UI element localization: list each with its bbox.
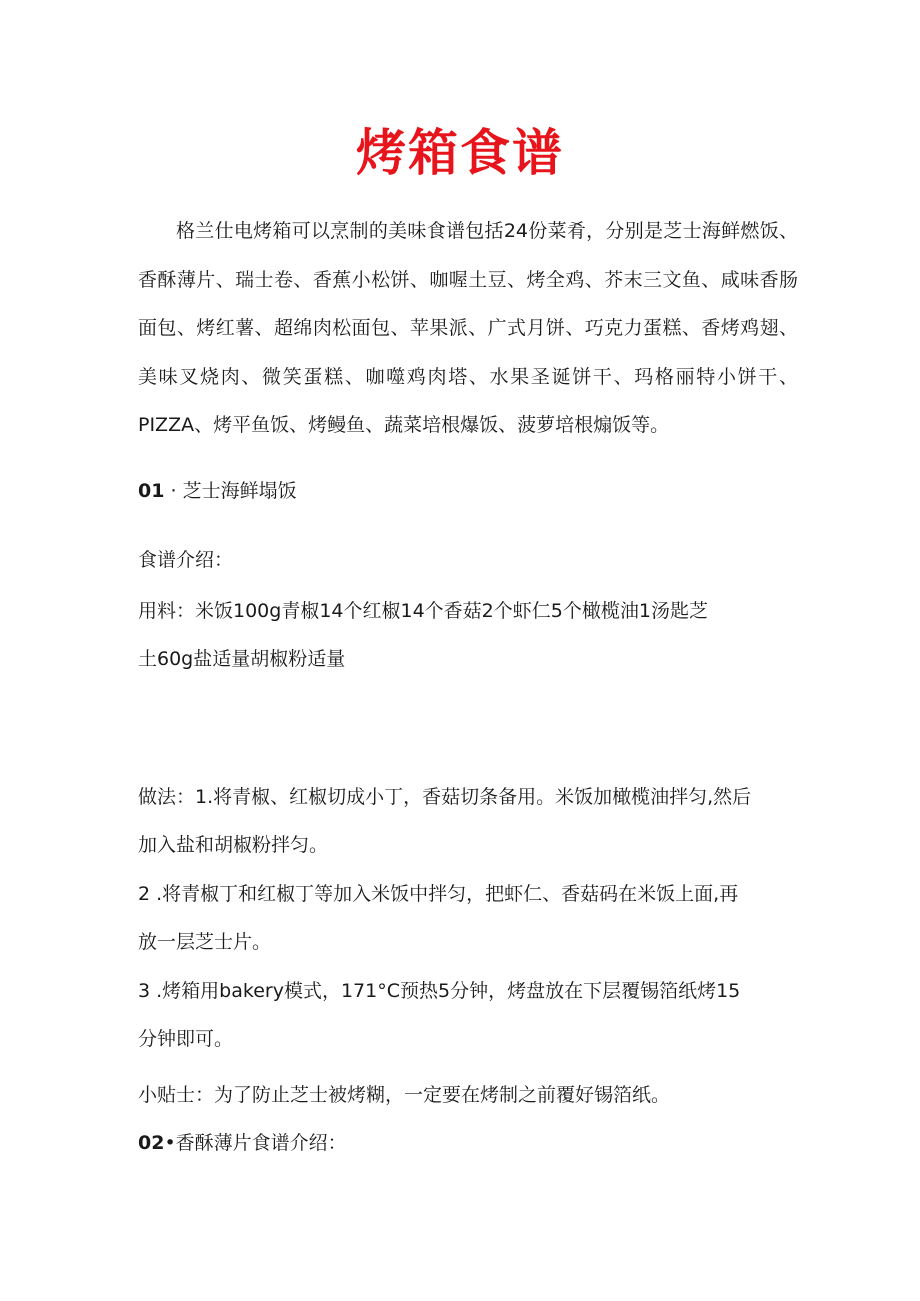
section-1-number: 01 bbox=[138, 480, 165, 502]
section-1-name: 芝士海鲜塌饭 bbox=[182, 480, 297, 502]
tip-line: 小贴士：为了防止芝士被烤糊，一定要在烤制之前覆好锡箔纸。 bbox=[138, 1084, 671, 1106]
recipe-intro-label: 食谱介绍： bbox=[138, 549, 234, 571]
section-1-heading bbox=[138, 467, 798, 516]
method-line-2: 加入盐和胡椒粉拌匀。 bbox=[138, 834, 329, 856]
step-2-line-1: 2 .将青椒丁和红椒丁等加入米饭中拌匀，把虾仁、香菇码在米饭上面,再 bbox=[138, 883, 739, 905]
section-1-separator: · bbox=[164, 480, 183, 502]
ingredients-line-2: 土60g盐适量胡椒粉适量 bbox=[138, 648, 346, 670]
step-2-line-2: 放一层芝士片。 bbox=[138, 931, 272, 953]
method-line-1: 做法：1.将青椒、红椒切成小丁，香菇切条备用。米饭加橄榄油拌匀,然后 bbox=[138, 786, 752, 808]
section-2-separator: • bbox=[164, 1132, 176, 1154]
section-2-heading bbox=[138, 1119, 798, 1168]
step-3-line-1: 3 .烤箱用bakery模式，171°C预热5分钟，烤盘放在下层覆锡箔纸烤15 bbox=[138, 980, 741, 1002]
intro-paragraph: 格兰仕电烤箱可以烹制的美味食谱包括24份菜肴，分别是芝士海鲜燃饭、香酥薄片、瑞士卷、香蕉小松饼、咖喔土豆、烤全鸡、芥末三文鱼、咸味香肠面包、烤红薯、超绵肉松面包、苹果派、广式月饼、巧克力蛋糕、香烤鸡翅、美味叉烧肉、微笑蛋糕、咖噬鸡肉塔、水果圣诞饼干、玛格丽特小饼干、PIZZA、烤平鱼饭、烤鳗鱼、蔬菜培根爆饭、菠萝培根煽饭等。 bbox=[138, 220, 798, 436]
step-3-line-2: 分钟即可。 bbox=[138, 1028, 234, 1050]
section-2-name: 香酥薄片食谱介绍： bbox=[175, 1132, 347, 1154]
page-title: 烤箱食谱 bbox=[356, 124, 564, 182]
ingredients-line-1: 用料：米饭100g青椒14个红椒14个香菇2个虾仁5个橄榄油1汤匙芝 bbox=[138, 600, 708, 622]
section-2-number: 02 bbox=[138, 1132, 165, 1154]
